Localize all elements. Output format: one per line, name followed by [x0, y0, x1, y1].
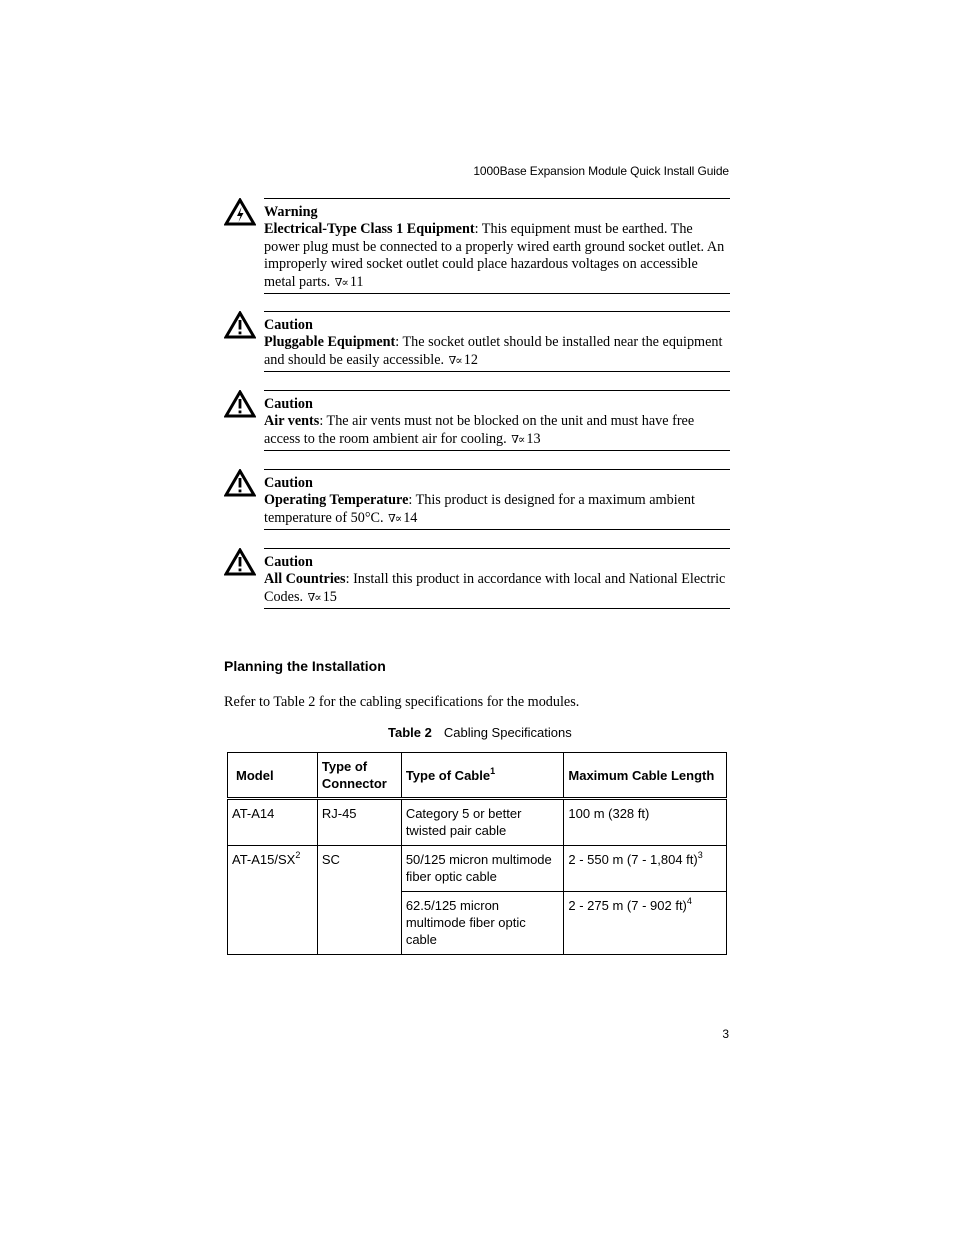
header-model: Model	[228, 753, 318, 799]
caution-icon	[224, 390, 256, 418]
cell-model: AT-A14	[228, 799, 318, 846]
caution-icon	[224, 311, 256, 339]
footnote-marker: 4	[686, 896, 692, 906]
notice-text: : This product is designed for a maximum ambient temperature of 50°C.	[264, 492, 695, 526]
electrical-hazard-warning-icon	[224, 198, 256, 226]
notice-title: Caution	[264, 554, 313, 570]
translation-reference-icon: ∇∝	[334, 276, 348, 289]
page-number: 3	[722, 1027, 729, 1041]
cell-connector: SC	[317, 846, 401, 955]
notice-text: : Install this product in accordance with local and National Electric Codes.	[264, 571, 726, 605]
translation-reference: ∇∝ 14	[388, 509, 418, 526]
footnote-marker: 1	[490, 765, 496, 776]
translation-reference-icon: ∇∝	[511, 433, 525, 446]
header-connector: Type of Connector	[317, 753, 401, 799]
notice-lead: Pluggable Equipment	[264, 334, 396, 351]
notice-text: : This equipment must be earthed. The power plug must be connected to a properly wired earth ground socket outlet. An improperly wired socket outlet could place hazardous voltages on accessible metal parts.	[264, 221, 725, 290]
notice-lead: All Countries	[264, 571, 346, 588]
footnote-marker: 3	[697, 850, 703, 860]
translation-reference: ∇∝ 11	[334, 273, 364, 290]
translation-reference: ∇∝ 12	[448, 351, 478, 368]
notice-title: Warning	[264, 204, 318, 220]
translation-reference: ∇∝ 15	[307, 588, 337, 605]
running-header: 1000Base Expansion Module Quick Install Guide	[473, 164, 729, 178]
table-row	[228, 799, 727, 846]
caution-icon	[224, 548, 256, 576]
notice-lead: Operating Temperature	[264, 492, 409, 509]
translation-reference-icon: ∇∝	[448, 354, 462, 367]
notice-title: Caution	[264, 396, 313, 412]
footnote-marker: 2	[295, 850, 301, 860]
table-caption	[388, 725, 572, 740]
notice-text: : The socket outlet should be installed near the equipment and should be easily accessible.	[264, 334, 723, 368]
cell-cable: 62.5/125 micron multimode fiber optic cable	[401, 892, 564, 955]
notice-title: Caution	[264, 475, 313, 491]
table-row	[228, 846, 727, 892]
table-caption-title: Cabling Specifications	[443, 725, 572, 740]
notice-lead: Air vents	[264, 413, 320, 430]
section-heading: Planning the Installation	[224, 658, 386, 674]
cell-model: $AT-A15/SX^2$	[228, 846, 318, 955]
cabling-specifications-table	[227, 752, 727, 955]
translation-reference-icon: ∇∝	[307, 591, 321, 604]
cell-length: 100 m (328 ft)	[564, 799, 727, 846]
cell-connector: RJ-45	[317, 799, 401, 846]
cell-cable: Category 5 or better twisted pair cable	[401, 799, 564, 846]
cell-length: 2 - 550 m (7 - 1,804 ft)$^3$	[564, 846, 727, 892]
intro-paragraph: Refer to Table 2 for the cabling specifications for the modules.	[224, 694, 580, 710]
notice-lead: Electrical-Type Class 1 Equipment	[264, 221, 475, 238]
caution-icon	[224, 469, 256, 497]
translation-reference-icon: ∇∝	[388, 512, 402, 525]
header-cable: Type of Cable$^1$	[401, 753, 564, 799]
table-header-row	[228, 753, 727, 799]
cell-length: 2 - 275 m (7 - 902 ft)$^4$	[564, 892, 727, 955]
translation-reference: ∇∝ 13	[511, 430, 541, 447]
notice-title: Caution	[264, 317, 313, 333]
cell-cable: 50/125 micron multimode fiber optic cable	[401, 846, 564, 892]
notice-text: : The air vents must not be blocked on the unit and must have free access to the room ambient air for cooling.	[264, 413, 695, 447]
header-length: Maximum Cable Length	[564, 753, 727, 799]
table-caption-number: Table 2	[388, 725, 432, 740]
